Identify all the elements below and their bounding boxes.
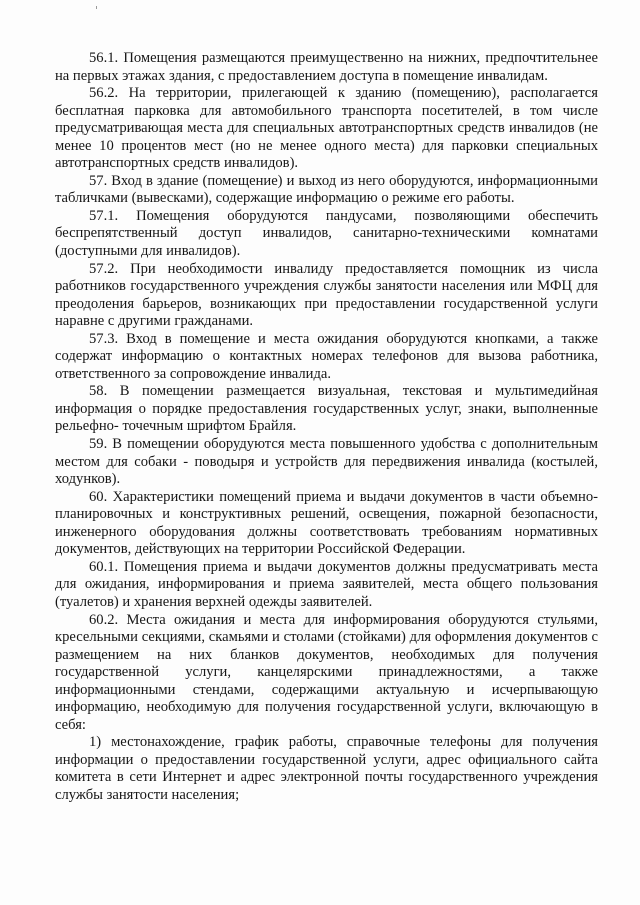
paragraph-57-2: 57.2. При необходимости инвалиду предоставляется помощник из числа работников государственного учреждения службы занятости населения или МФЦ для преодоления барьеров, возникающих при предоставлении государственной услуги наравне с другими гражданами. (55, 260, 598, 330)
paragraph-59: 59. В помещении оборудуются места повышенного удобства с дополнительным местом для собаки - поводыря и устройств для передвижения инвалида (костылей, ходунков). (55, 436, 598, 488)
paragraph-60-1: 60.1. Помещения приема и выдачи документов должны предусматривать места для ожидания, информирования и приема заявителей, места общего пользования (туалетов) и хранения верхней одежды заявителей. (55, 558, 598, 610)
paragraph-60-2: 60.2. Места ожидания и места для информирования оборудуются стульями, кресельными секциями, скамьями и столами (стойками) для оформления документов с размещением на них бланков документов, необходимых для получения государственной услуги, канцелярскими принадлежностями, а также информационными стендами, содержащими актуальную и исчерпывающую информацию, необходимую для получения государственной услуги, включающую в себя: (55, 611, 598, 733)
paragraph-57: 57. Вход в здание (помещение) и выход из него оборудуются, информационными табличками (вывесками), содержащие информацию о режиме его работы. (55, 172, 598, 207)
list-item-1: 1) местонахождение, график работы, справочные телефоны для получения информации о предоставлении государственной услуги, адрес официального сайта комитета в сети Интернет и адрес электронной почты государственного учреждения службы занятости населения; (55, 734, 598, 803)
paragraph-57-3: 57.3. Вход в помещение и места ожидания оборудуются кнопками, а также содержат информацию о контактных номерах телефонов для вызова работника, ответственного за сопровождение инвалида. (55, 330, 598, 382)
paragraph-57-1: 57.1. Помещения оборудуются пандусами, позволяющими обеспечить беспрепятственный доступ инвалидов, санитарно-техническими комнатами (доступными для инвалидов). (55, 207, 598, 260)
paragraph-56-1: 56.1. Помещения размещаются преимущественно на нижних, предпочтительнее на первых этажах здания, с предоставлением доступа в помещение инвалидам. (55, 50, 598, 84)
scan-mark (96, 6, 97, 9)
document-body (55, 50, 598, 805)
paragraph-58: 58. В помещении размещается визуальная, текстовая и мультимедийная информация о порядке предоставления государственных услуг, знаки, выполненные рельефно- точечным шрифтом Брайля. (55, 383, 598, 435)
paragraph-56-2: 56.2. На территории, прилегающей к зданию (помещению), располагается бесплатная парковка для автомобильного транспорта посетителей, в том числе предусматривающая места для специальных автотранспортных средств инвалидов (не менее 10 процентов мест (но не менее одного места) для парковки специальных автотранспортных средств инвалидов). (55, 85, 598, 172)
paragraph-60: 60. Характеристики помещений приема и выдачи документов в части объемно-планировочных и конструктивных решений, освещения, пожарной безопасности, инженерного оборудования должны соответствовать требованиям нормативных документов, действующих на территории Российской Федерации. (55, 488, 598, 558)
